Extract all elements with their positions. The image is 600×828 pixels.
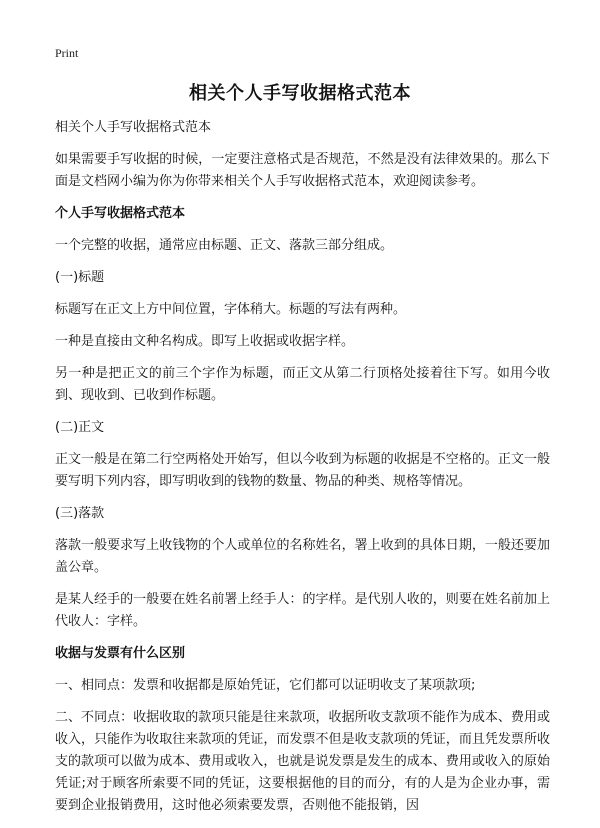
subheading-body: (二)正文 bbox=[55, 420, 105, 435]
paragraph: 一个完整的收据，通常应由标题、正文、落款三部分组成。 bbox=[55, 238, 394, 253]
page-title: 相关个人手写收据格式范本 bbox=[189, 83, 411, 104]
document-body bbox=[55, 117, 550, 827]
subheading-signature: (三)落款 bbox=[55, 506, 105, 521]
paragraph: 是某人经手的一般要在姓名前署上经手人：的字样。是代别人收的，则要在姓名前加上代收人：字样。 bbox=[55, 592, 550, 629]
section-heading-difference: 收据与发票有什么区别 bbox=[55, 646, 186, 661]
paragraph: 一、相同点：发票和收据都是原始凭证，它们都可以证明收支了某项款项; bbox=[55, 678, 476, 693]
paragraph: 正文一般是在第二行空两格处开始写，但以今收到为标题的收据是不空格的。正文一般要写明下列内容，即写明收到的钱物的数量、物品的种类、规格等情况。 bbox=[55, 452, 550, 489]
paragraph: 二、不同点：收据收取的款项只能是往来款项，收据所收支款项不能作为成本、费用或收入，只能作为收取往来款项的凭证，而发票不但是收支款项的凭证，而且凭发票所收支的款项可以做为成本、费用或收入，也就是说发票是发生的成本、费用或收入的原始凭证;对于顾客所索要不同的凭证，这要根据他的目的而分，有的人是为企业办事，需要到企业报销费用，这时他必须索要发票，否则他不能报销，因 bbox=[55, 710, 550, 813]
subheading-title: (一)标题 bbox=[55, 270, 105, 285]
paragraph: 标题写在正文上方中间位置，字体稍大。标题的写法有两种。 bbox=[55, 302, 407, 317]
intro-paragraph: 如果需要手写收据的时候，一定要注意格式是否规范，不然是没有法律效果的。那么下面是文档网小编为你为你带来相关个人手写收据格式范本，欢迎阅读参考。 bbox=[55, 152, 550, 189]
subtitle: 相关个人手写收据格式范本 bbox=[55, 120, 212, 135]
paragraph: 一种是直接由文种名构成。即写上收据或收据字样。 bbox=[55, 334, 355, 349]
paragraph: 落款一般要求写上收钱物的个人或单位的名称姓名，署上收到的具体日期，一般还要加盖公章。 bbox=[55, 538, 550, 575]
paragraph: 另一种是把正文的前三个字作为标题，而正文从第二行顶格处接着往下写。如用今收到、现收到、已收到作标题。 bbox=[55, 366, 550, 403]
section-heading-format: 个人手写收据格式范本 bbox=[55, 206, 186, 221]
print-label: Print bbox=[55, 46, 79, 60]
